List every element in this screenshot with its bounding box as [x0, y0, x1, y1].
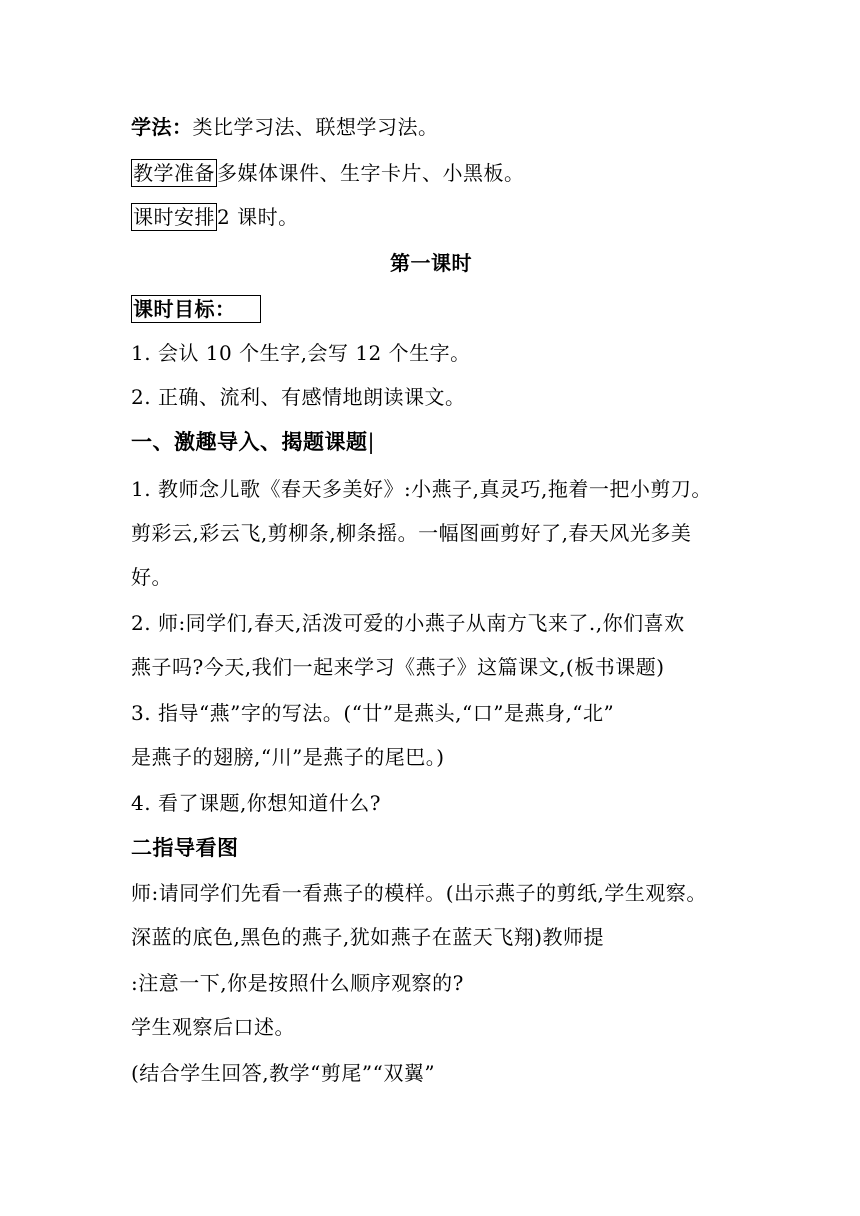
- lesson-arrangement-label: 课时安排: [133, 205, 215, 229]
- lesson-arrangement-line: [131, 203, 741, 231]
- paragraph-3-line-2: 是燕子的翅膀,“川”是燕子的尾巴。): [131, 745, 445, 769]
- paragraph-1-line-1: 1. 教师念儿歌《春天多美好》:小燕子,真灵巧,拖着一把小剪刀。: [131, 477, 712, 501]
- paragraph-4: 4. 看了课题,你想知道什么?: [131, 791, 382, 815]
- teaching-prep-line: [131, 159, 741, 187]
- paragraph-6: 学生观察后口述。: [131, 1015, 295, 1039]
- study-method-line: [131, 115, 741, 139]
- paragraph-2-line-2: 燕子吗?今天,我们一起来学习《燕子》这篇课文,(板书课题): [131, 655, 665, 679]
- lesson-goal-line: [131, 295, 741, 323]
- text-cursor: |: [367, 430, 376, 454]
- section-heading-2: 二指导看图: [131, 836, 239, 860]
- paragraph-3-line-1: 3. 指导“燕”字的写法。(“廿”是燕头,“口”是燕身,“北”: [131, 701, 615, 725]
- paragraph-5-line-3: :注意一下,你是按照什么顺序观察的?: [131, 971, 464, 995]
- teaching-prep-label: 教学准备: [133, 161, 215, 185]
- lesson-title: 第一课时: [390, 251, 472, 275]
- section-heading-1-text: 一、激趣导入、揭题课题: [131, 430, 368, 454]
- paragraph-7: (结合学生回答,教学“剪尾”“双翼”: [131, 1061, 436, 1085]
- lesson-goal-label: 课时目标：: [131, 295, 261, 323]
- study-method-label: 学法：: [131, 115, 193, 139]
- goal-item-2: 2. 正确、流利、有感情地朗读课文。: [131, 385, 466, 409]
- study-method-text: 类比学习法、联想学习法。: [192, 115, 439, 139]
- goal-item-1: 1. 会认 10 个生字,会写 12 个生字。: [131, 341, 471, 365]
- teaching-prep-text: 多媒体课件、生字卡片、小黑板。: [217, 161, 525, 185]
- section-heading-1: [131, 430, 741, 454]
- paragraph-1-line-2: 剪彩云,彩云飞,剪柳条,柳条摇。一幅图画剪好了,春天风光多美: [131, 521, 692, 545]
- paragraph-2-line-1: 2. 师:同学们,春天,活泼可爱的小燕子从南方飞来了.,你们喜欢: [131, 611, 685, 635]
- lesson-arrangement-text: 2 课时。: [217, 205, 299, 229]
- paragraph-1-line-3: 好。: [131, 565, 172, 589]
- paragraph-5-line-1: 师:请同学们先看一看燕子的模样。(出示燕子的剪纸,学生观察。: [131, 881, 707, 905]
- paragraph-5-line-2: 深蓝的底色,黑色的燕子,犹如燕子在蓝天飞翔)教师提: [131, 925, 605, 949]
